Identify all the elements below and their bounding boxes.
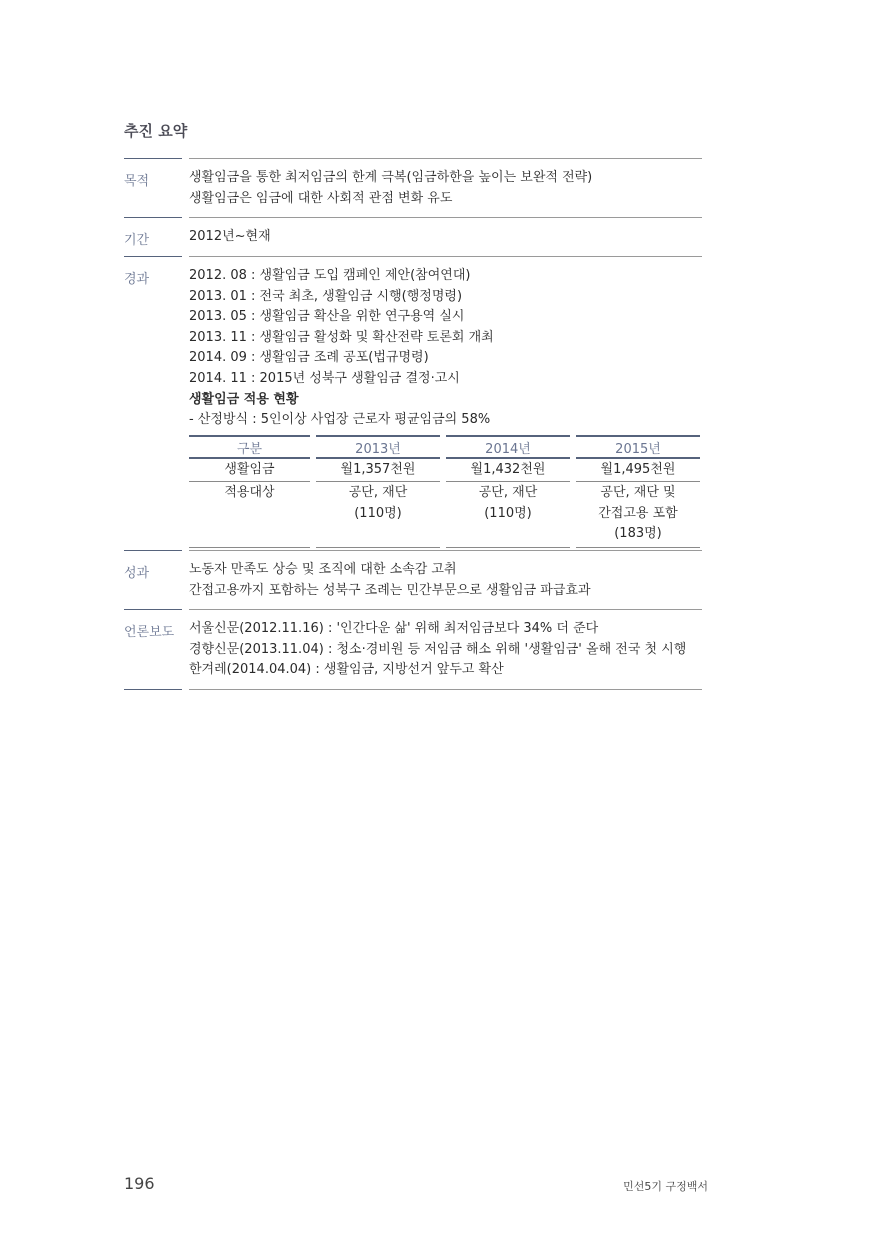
table-cell: 공단, 재단 (110명): [316, 482, 440, 548]
press-item: 경향신문(2013.11.04) : 청소·경비원 등 저임금 해소 위해 '생활임금' 올해 전국 첫 시행: [189, 641, 687, 657]
table-row: [189, 459, 700, 482]
text-line: 생활임금을 통한 최저임금의 한계 극복(임금하한을 높이는 보완적 전략): [189, 170, 593, 185]
footer-title: 민선5기 구정백서: [623, 1180, 708, 1193]
timeline-item: 2013. 11 : 생활임금 활성화 및 확산전략 토론회 개최: [189, 329, 494, 345]
table-cell: 월1,495천원: [576, 459, 700, 482]
page-number: 196: [124, 1174, 155, 1193]
table-header: 구분: [189, 435, 310, 459]
timeline-item: 2012. 08 : 생활임금 도입 캠페인 제안(참여연대): [189, 268, 471, 283]
row-content-period: [189, 227, 271, 248]
row-content-progress: [189, 266, 494, 431]
text-line: 생활임금은 임금에 대한 사회적 관점 변화 유도: [189, 190, 453, 206]
text-line: 간접고용까지 포함하는 성북구 조례는 민간부문으로 생활임금 파급효과: [189, 582, 591, 598]
text-line: 노동자 만족도 상승 및 조직에 대한 소속감 고취: [189, 562, 457, 577]
table-cell: 월1,357천원: [316, 459, 440, 482]
table-row: [189, 482, 700, 548]
subheading: 생활임금 적용 현황: [189, 391, 299, 407]
press-item: 서울신문(2012.11.16) : '인간다운 삶' 위해 최저임금보다 34% 더 준다: [189, 621, 599, 636]
table-cell: 적용대상: [189, 482, 310, 548]
timeline-item: 2013. 05 : 생활임금 확산을 위한 연구용역 실시: [189, 309, 465, 325]
row-content-press: [189, 619, 686, 681]
table-header: 2013년: [316, 435, 440, 459]
row-label-period: 기간: [124, 233, 150, 248]
table-cell: 생활임금: [189, 459, 310, 482]
table-header: 2014년: [446, 435, 570, 459]
section-heading: 추진 요약: [124, 122, 188, 140]
row-label-results: 성과: [124, 566, 150, 581]
table-header: 2015년: [576, 435, 700, 459]
table-cell: 월1,432천원: [446, 459, 570, 482]
timeline-item: 2013. 01 : 전국 최초, 생활임금 시행(행정명령): [189, 288, 463, 304]
row-content-results: [189, 560, 591, 601]
row-label-press: 언론보도: [124, 625, 175, 640]
method-line: - 산정방식 : 5인이상 사업장 근로자 평균임금의 58%: [189, 412, 491, 428]
timeline-item: 2014. 09 : 생활임금 조례 공포(법규명령): [189, 350, 429, 366]
table-cell: 공단, 재단 (110명): [446, 482, 570, 548]
living-wage-table: [183, 435, 706, 548]
timeline-item: 2014. 11 : 2015년 성북구 생활임금 결정·고시: [189, 370, 460, 386]
row-content-purpose: [189, 168, 592, 209]
row-label-progress: 경과: [124, 272, 150, 287]
press-item: 한겨레(2014.04.04) : 생활임금, 지방선거 앞두고 확산: [189, 662, 504, 678]
text-line: 2012년~현재: [189, 229, 271, 244]
row-label-purpose: 목적: [124, 174, 150, 189]
table-cell: 공단, 재단 및 간접고용 포함 (183명): [576, 482, 700, 548]
